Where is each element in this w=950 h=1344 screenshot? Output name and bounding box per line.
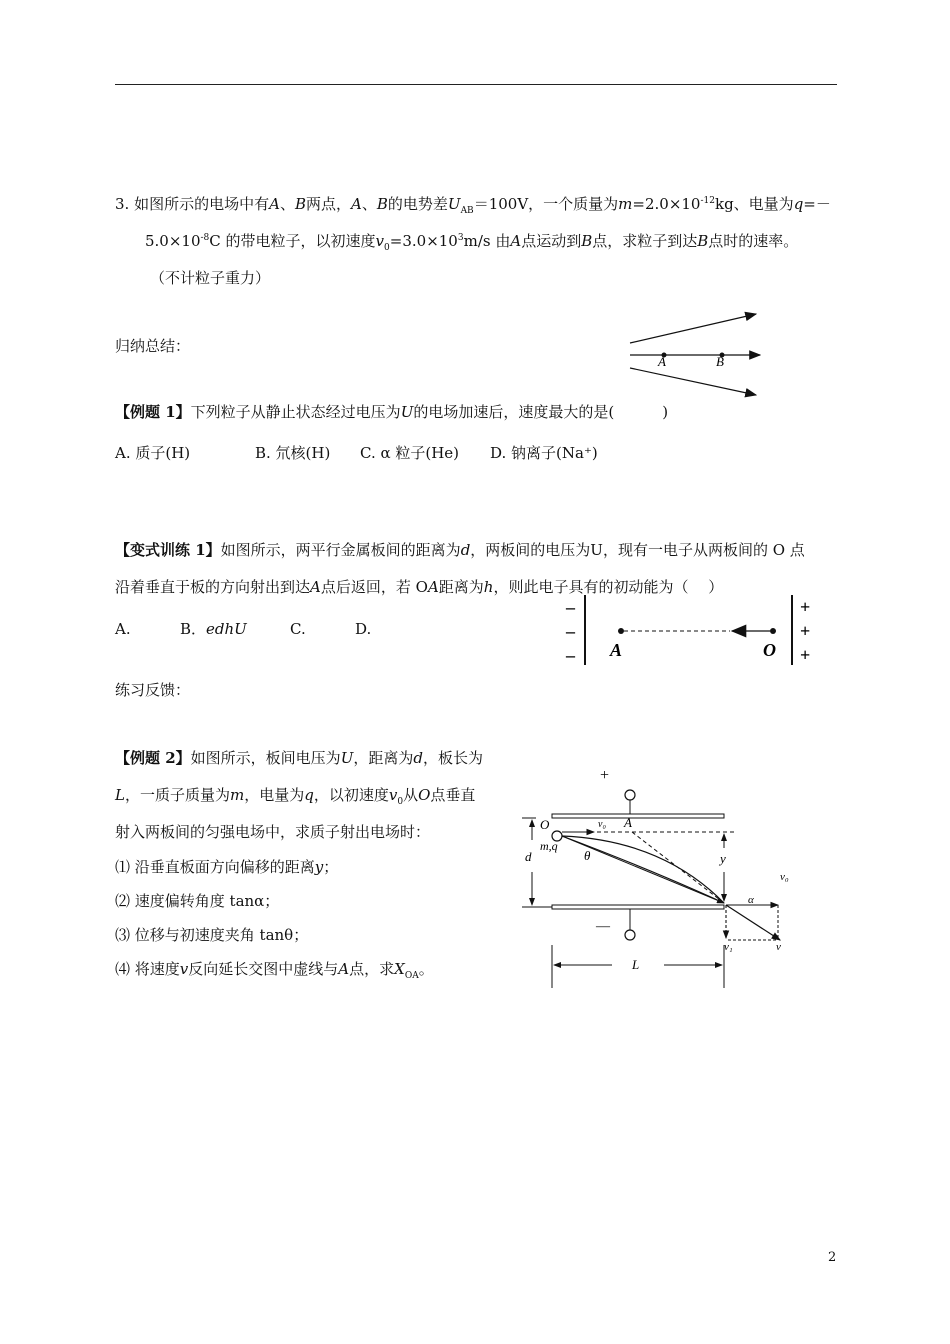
point-o [770, 628, 776, 634]
plus-sign: + [800, 597, 811, 617]
label-mq: m,q [540, 839, 558, 853]
minus-sign: – [566, 597, 575, 617]
header-rule [115, 84, 837, 85]
variation1-option-d: D. [355, 620, 372, 638]
positive-terminal [625, 790, 635, 800]
negative-terminal [625, 930, 635, 940]
label-o: O [763, 640, 776, 660]
example2-item-4: ⑷ 将速度v反向延长交图中虚线与A点，求$X_{OA}$。 [115, 960, 434, 981]
label-v1: v₁ [724, 941, 733, 953]
label-theta: θ [584, 848, 591, 863]
exit-velocity [726, 905, 780, 940]
variation1-line-2: 沿着垂直于板的方向射出到达A点后返回，若 OA距离为h，则此电子具有的初动能为（ ） [115, 578, 724, 596]
plus-sign: + [800, 645, 811, 665]
example1-question: 【例题 1】下列粒子从静止状态经过电压为U的电场加速后，速度最大的是( ) [115, 403, 669, 421]
field-line-lower [630, 368, 756, 395]
variation1-option-c: C. [290, 620, 306, 638]
upper-plate [552, 814, 724, 818]
label-v0: v₀ [598, 819, 606, 830]
q3-line-2: $5.0\times 10^{-8}C$ 的带电粒子，以初速度$v_0=3.0\times 10^3m/s$ 由A点运动到B点，求粒子到达B点时的速率。 [145, 232, 799, 253]
minus-sign: – [566, 621, 575, 641]
q3-line-1: 3. 如图所示的电场中有A、B两点，A、B的电势差$U_{AB}=100V$，一个质量为$m=2.0\times 10^{-12}kg$、电量为q=－ [115, 195, 831, 216]
summary-label: 归纳总结： [115, 337, 191, 355]
label-a: A [624, 815, 632, 830]
example1-option-a: A. 质子(H) [115, 444, 191, 462]
label-b: B [716, 354, 724, 369]
plus-label: + [600, 767, 610, 784]
label-l: L [632, 957, 640, 972]
variation1-line-1: 【变式训练 1】如图所示，两平行金属板间的距离为d，两板间的电压为U，现有一电子从两板间的 O 点 [115, 541, 805, 559]
example2-item-3: ⑶ 位移与初速度夹角 tanθ； [115, 926, 309, 944]
field-line-upper [630, 314, 756, 343]
feedback-label: 练习反馈： [115, 681, 191, 699]
field-lines-figure [622, 305, 767, 400]
example2-line-3: 射入两板间的匀强电场中，求质子射出电场时： [115, 823, 431, 841]
example2-line-1: 【例题 2】如图所示，板间电压为U，距离为d，板长为 [115, 749, 483, 767]
label-y: y [720, 851, 726, 866]
minus-sign: – [566, 645, 575, 665]
label-a: A [658, 354, 666, 369]
page-number: 2 [828, 1250, 837, 1265]
label-alpha: α [748, 894, 754, 906]
example1-option-d: D. 钠离子(Na⁺) [490, 444, 598, 462]
label-d: d [525, 849, 532, 864]
variation1-option-b: B．edhU [180, 620, 247, 638]
plates-figure [560, 593, 822, 669]
label-v: v [776, 941, 781, 953]
example2-line-2: L，一质子质量为m，电量为q，以初速度$v_0$从O点垂直 [115, 786, 476, 807]
deflection-figure [512, 760, 802, 992]
variation1-option-a: A. [115, 620, 131, 638]
point-a [618, 628, 624, 634]
plus-sign: + [800, 621, 811, 641]
lower-plate [552, 905, 724, 909]
q3-line-3: （不计粒子重力） [150, 269, 271, 287]
example2-item-2: ⑵ 速度偏转角度 tanα； [115, 892, 280, 910]
label-vv0: v₀ [780, 871, 789, 883]
label-a: A [610, 640, 623, 660]
example1-option-c: C. α 粒子(He) [360, 444, 460, 462]
example2-item-1: ⑴ 沿垂直板面方向偏移的距离y； [115, 858, 339, 876]
example1-option-b: B. 氘核(H) [255, 444, 331, 462]
displacement [562, 836, 724, 903]
minus-label: — [596, 919, 610, 934]
label-o: O [540, 817, 550, 832]
